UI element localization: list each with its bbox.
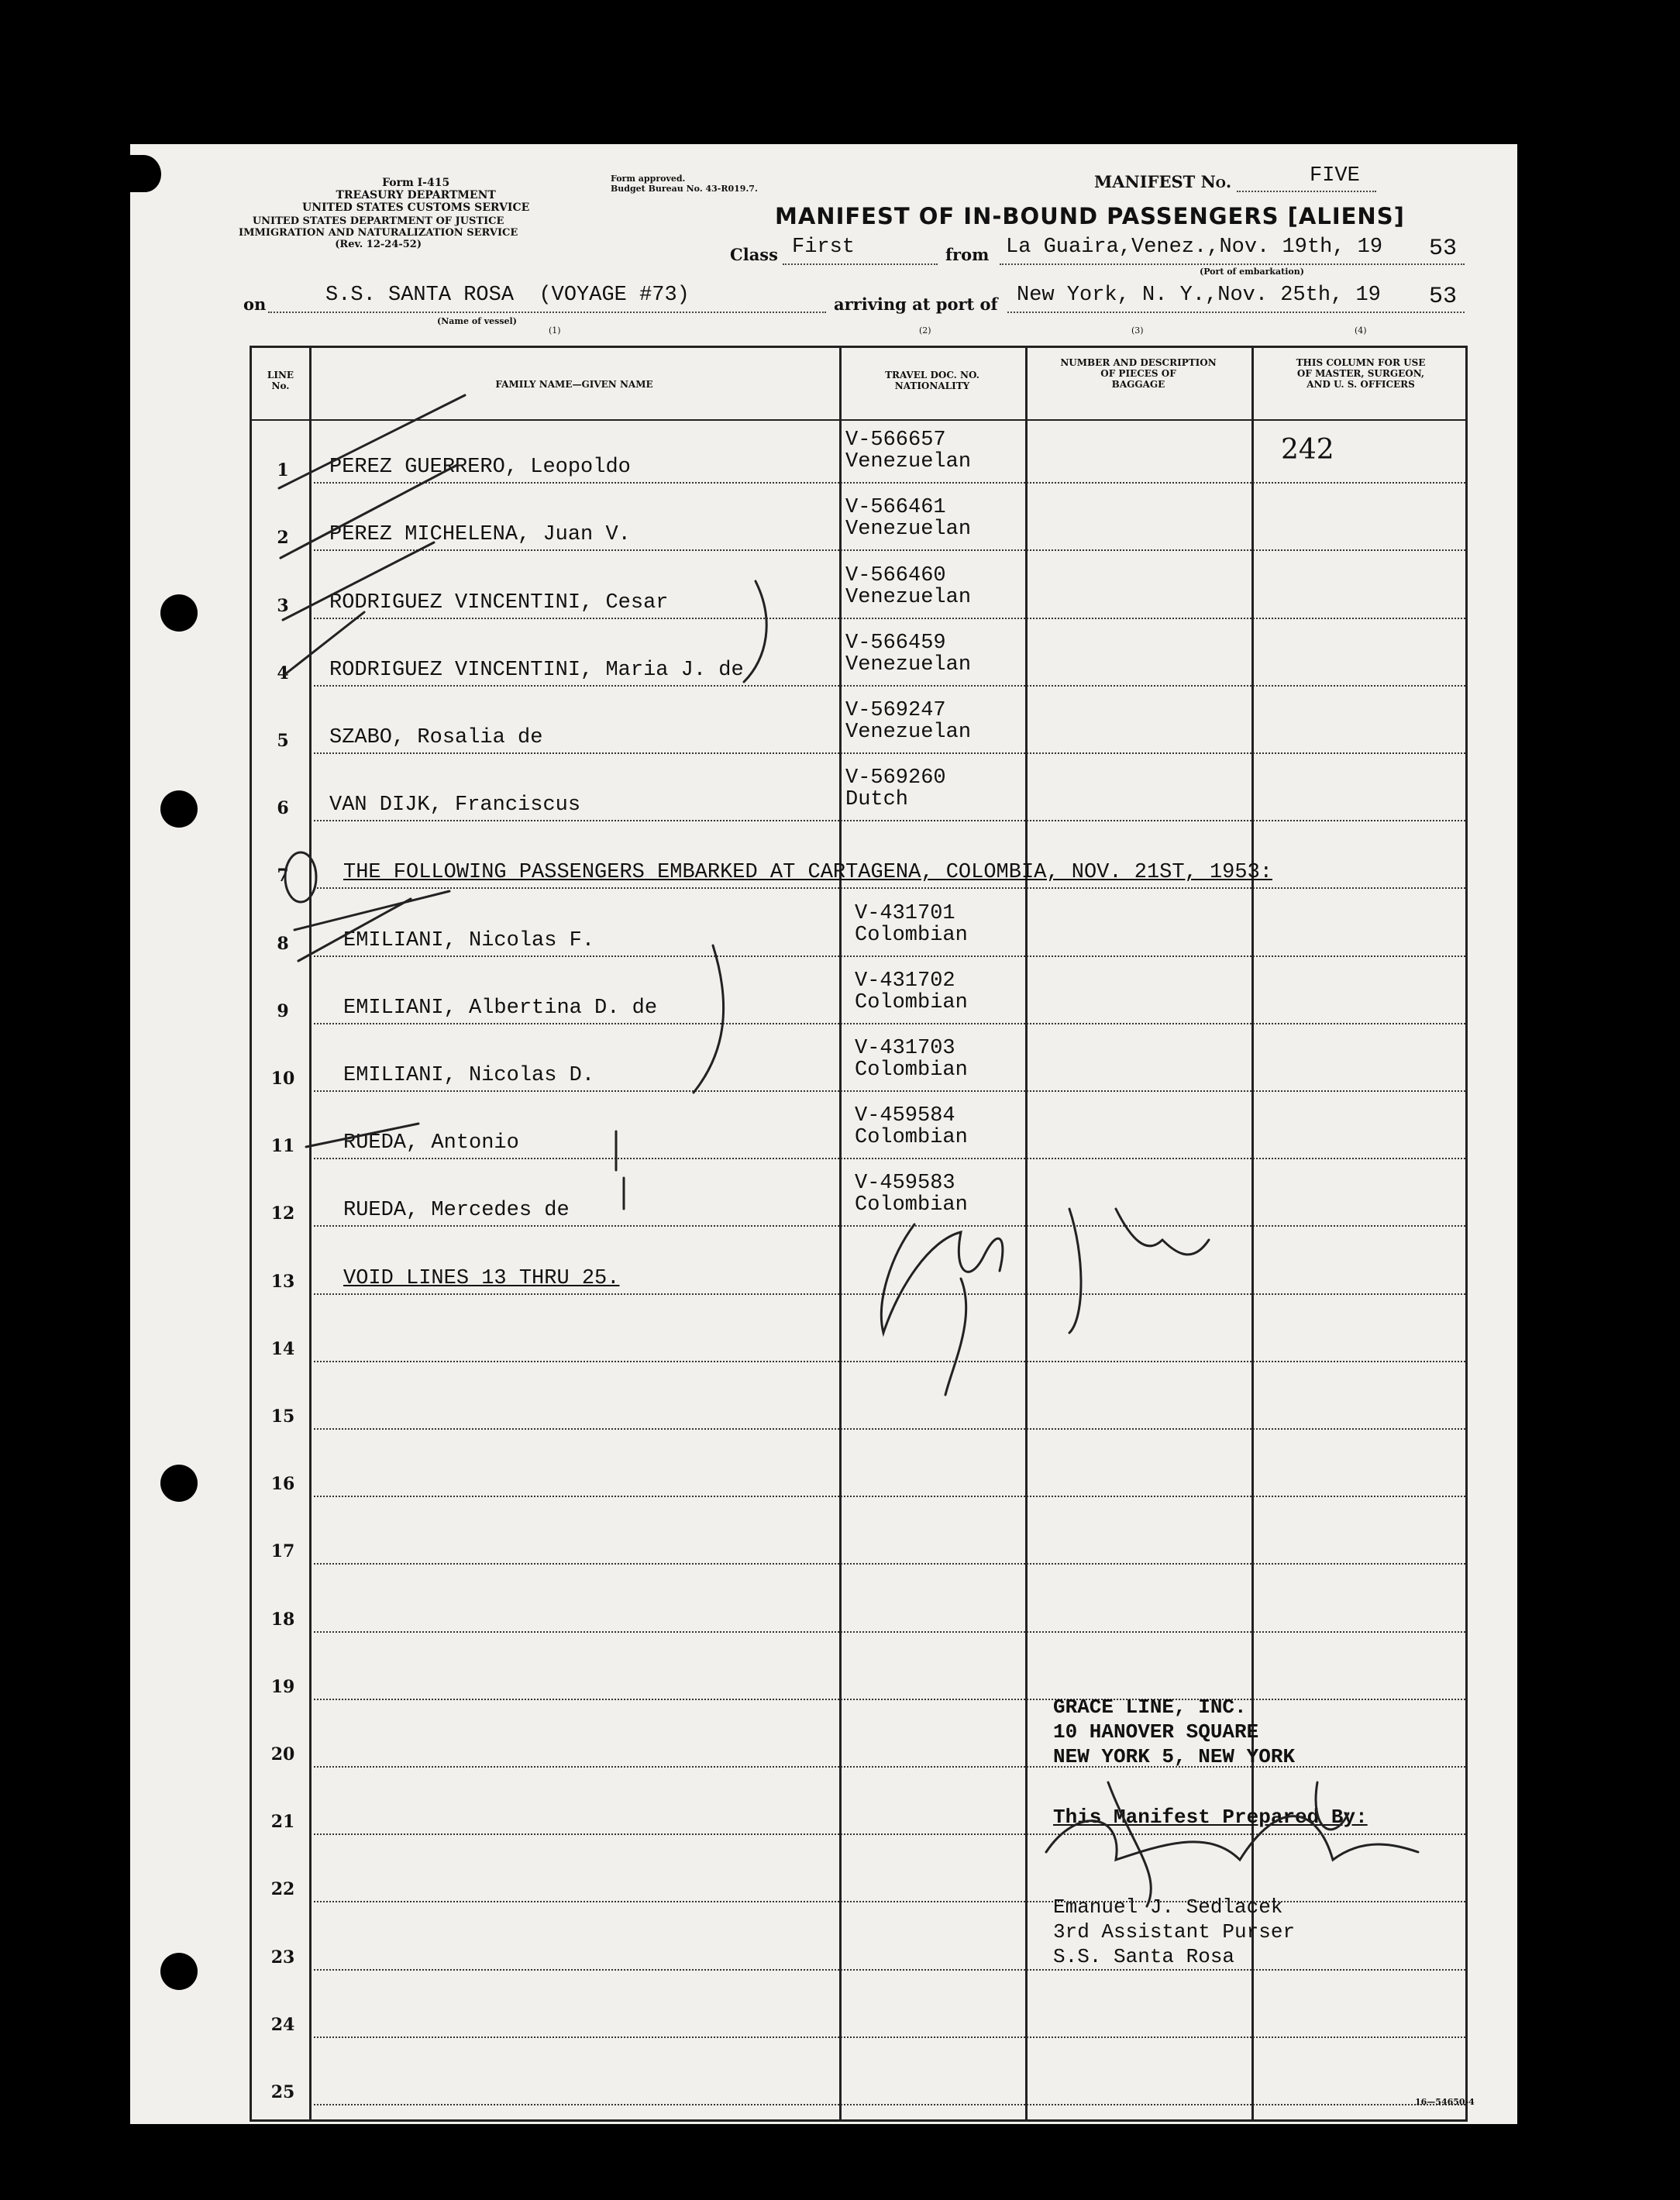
nationality: Venezuelan xyxy=(845,652,972,677)
travel-doc-number: V-569260 xyxy=(845,766,946,790)
nationality: Colombian xyxy=(855,990,968,1014)
passenger-name: PEREZ GUERRERO, Leopoldo xyxy=(329,456,631,480)
on-label: on xyxy=(243,294,267,314)
line-number: 8 xyxy=(277,933,289,954)
row-note: THE FOLLOWING PASSENGERS EMBARKED AT CARTAGENA, COLOMBIA, NOV. 21ST, 1953: xyxy=(343,861,1272,885)
passenger-name: VAN DIJK, Franciscus xyxy=(329,794,581,818)
line-number: 13 xyxy=(270,1271,295,1292)
travel-doc-number: V-431702 xyxy=(855,969,955,993)
bracket-mark xyxy=(694,945,724,1093)
travel-doc-number: V-459584 xyxy=(855,1104,955,1128)
check-mark xyxy=(306,1124,418,1147)
line-number: 10 xyxy=(270,1069,295,1089)
company-name: GRACE LINE, INC. xyxy=(1053,1696,1247,1719)
department-of-justice-block: UNITED STATES DEPARTMENT OF JUSTICE IMMIGRATION AND NATURALIZATION SERVICE (Rev. 12-24-52) xyxy=(239,215,518,250)
footer-code: 16—54650-4 xyxy=(1415,2097,1475,2107)
vessel-caption: (Name of vessel) xyxy=(437,316,517,326)
line-number: 7 xyxy=(277,866,289,887)
line-number: 4 xyxy=(277,663,289,683)
line-number: 11 xyxy=(270,1136,295,1157)
nationality: Venezuelan xyxy=(845,518,972,542)
line-number-header: LINE No. xyxy=(267,370,294,391)
line-number: 25 xyxy=(270,2082,295,2102)
travel-doc-number: V-459583 xyxy=(855,1172,955,1196)
travel-doc-number: V-566459 xyxy=(845,631,946,655)
passenger-name: RODRIGUEZ VINCENTINI, Cesar xyxy=(329,590,669,615)
signer-title: 3rd Assistant Purser xyxy=(1053,1920,1296,1944)
circled-line-7 xyxy=(285,852,316,902)
row-note: VOID LINES 13 THRU 25. xyxy=(343,1266,620,1290)
nationality: Venezuelan xyxy=(845,721,972,744)
column-2-marker: (2) xyxy=(919,325,931,336)
line-number: 1 xyxy=(277,460,289,481)
nationality: Dutch xyxy=(845,788,909,812)
travel-doc-number: V-431701 xyxy=(855,901,955,925)
line-number: 17 xyxy=(270,1541,295,1562)
passenger-name: EMILIANI, Albertina D. de xyxy=(343,996,658,1020)
passenger-name: EMILIANI, Nicolas D. xyxy=(343,1064,595,1087)
bracket-mark xyxy=(744,581,766,682)
nationality: Colombian xyxy=(855,923,968,947)
line-number: 18 xyxy=(270,1609,295,1630)
nationality: Venezuelan xyxy=(845,450,972,474)
line-number: 19 xyxy=(270,1676,295,1697)
port-embarkation-caption: (Port of embarkation) xyxy=(1200,267,1304,277)
travel-doc-number: V-431703 xyxy=(855,1037,955,1060)
baggage-column-header: NUMBER AND DESCRIPTION OF PIECES OF BAGGAGE xyxy=(1060,357,1217,390)
passenger-name: SZABO, Rosalia de xyxy=(329,726,543,749)
column-4-marker: (4) xyxy=(1355,325,1367,336)
form-number-block: Form I-415 TREASURY DEPARTMENT UNITED STATES CUSTOMS SERVICE xyxy=(302,177,530,214)
line-number: 21 xyxy=(270,1812,295,1833)
arriving-label: arriving at port of xyxy=(834,294,998,314)
arriving-value: New York, N. Y.,Nov. 25th, 19 xyxy=(1017,284,1381,307)
class-label: Class xyxy=(730,245,778,264)
line-number: 12 xyxy=(270,1203,295,1224)
passenger-name: EMILIANI, Nicolas F. xyxy=(343,928,595,952)
check-mark xyxy=(298,899,411,961)
signer-name: Emanuel J. Sedlacek xyxy=(1053,1895,1283,1919)
officer-annotation: 242 xyxy=(1281,434,1334,467)
line-number: 23 xyxy=(270,1947,295,1968)
signature-scribble xyxy=(881,1209,1209,1395)
line-number: 3 xyxy=(277,595,289,616)
line-number: 14 xyxy=(270,1338,295,1359)
travel-doc-number: V-569247 xyxy=(845,699,946,722)
column-3-marker: (3) xyxy=(1131,325,1144,336)
form-approved-note: Form approved. Budget Bureau No. 43-R019.7. xyxy=(611,174,758,194)
line-number: 15 xyxy=(270,1406,295,1427)
travel-doc-column-header: TRAVEL DOC. NO. NATIONALITY xyxy=(885,370,979,391)
name-column-header: FAMILY NAME—GIVEN NAME xyxy=(495,379,653,390)
from-label: from xyxy=(945,245,990,264)
manifest-number-label: MANIFEST No. xyxy=(1094,172,1232,191)
page-title: MANIFEST OF IN-BOUND PASSENGERS [ALIENS] xyxy=(775,203,1405,229)
signature-scribble xyxy=(1046,1782,1418,1906)
check-mark xyxy=(283,542,434,620)
signer-vessel: S.S. Santa Rosa xyxy=(1053,1945,1235,1968)
passenger-name: PEREZ MICHELENA, Juan V. xyxy=(329,523,631,547)
from-year: 53 xyxy=(1429,236,1458,262)
from-value: La Guaira,Venez.,Nov. 19th, 19 xyxy=(1006,236,1383,259)
column-1-marker: (1) xyxy=(549,325,561,336)
line-number: 24 xyxy=(270,2014,295,2035)
company-address-1: 10 HANOVER SQUARE xyxy=(1053,1720,1259,1744)
passenger-name: RUEDA, Mercedes de xyxy=(343,1199,570,1223)
travel-doc-number: V-566460 xyxy=(845,563,946,587)
arriving-year: 53 xyxy=(1429,284,1458,310)
nationality: Venezuelan xyxy=(845,585,972,609)
passenger-name: RODRIGUEZ VINCENTINI, Maria J. de xyxy=(329,658,744,682)
class-value: First xyxy=(792,236,855,259)
officers-column-header: THIS COLUMN FOR USE OF MASTER, SURGEON, AND U. S. OFFICERS xyxy=(1296,357,1426,390)
manifest-number-value: FIVE xyxy=(1310,164,1360,188)
nationality: Colombian xyxy=(855,1059,968,1082)
vessel-name: S.S. SANTA ROSA (VOYAGE #73) xyxy=(325,284,690,307)
line-number: 16 xyxy=(270,1474,295,1495)
check-mark xyxy=(285,612,364,674)
check-mark xyxy=(294,891,449,930)
line-number: 9 xyxy=(277,1000,289,1021)
line-number: 2 xyxy=(277,528,289,549)
line-number: 20 xyxy=(270,1744,295,1764)
travel-doc-number: V-566461 xyxy=(845,496,946,520)
nationality: Colombian xyxy=(855,1126,968,1150)
company-address-2: NEW YORK 5, NEW YORK xyxy=(1053,1745,1296,1768)
line-number: 22 xyxy=(270,1879,295,1900)
passenger-name: RUEDA, Antonio xyxy=(343,1131,519,1155)
travel-doc-number: V-566657 xyxy=(845,429,946,453)
line-number: 6 xyxy=(277,798,289,819)
nationality: Colombian xyxy=(855,1193,968,1217)
prepared-by-label: This Manifest Prepared By: xyxy=(1053,1806,1368,1829)
line-number: 5 xyxy=(277,731,289,751)
